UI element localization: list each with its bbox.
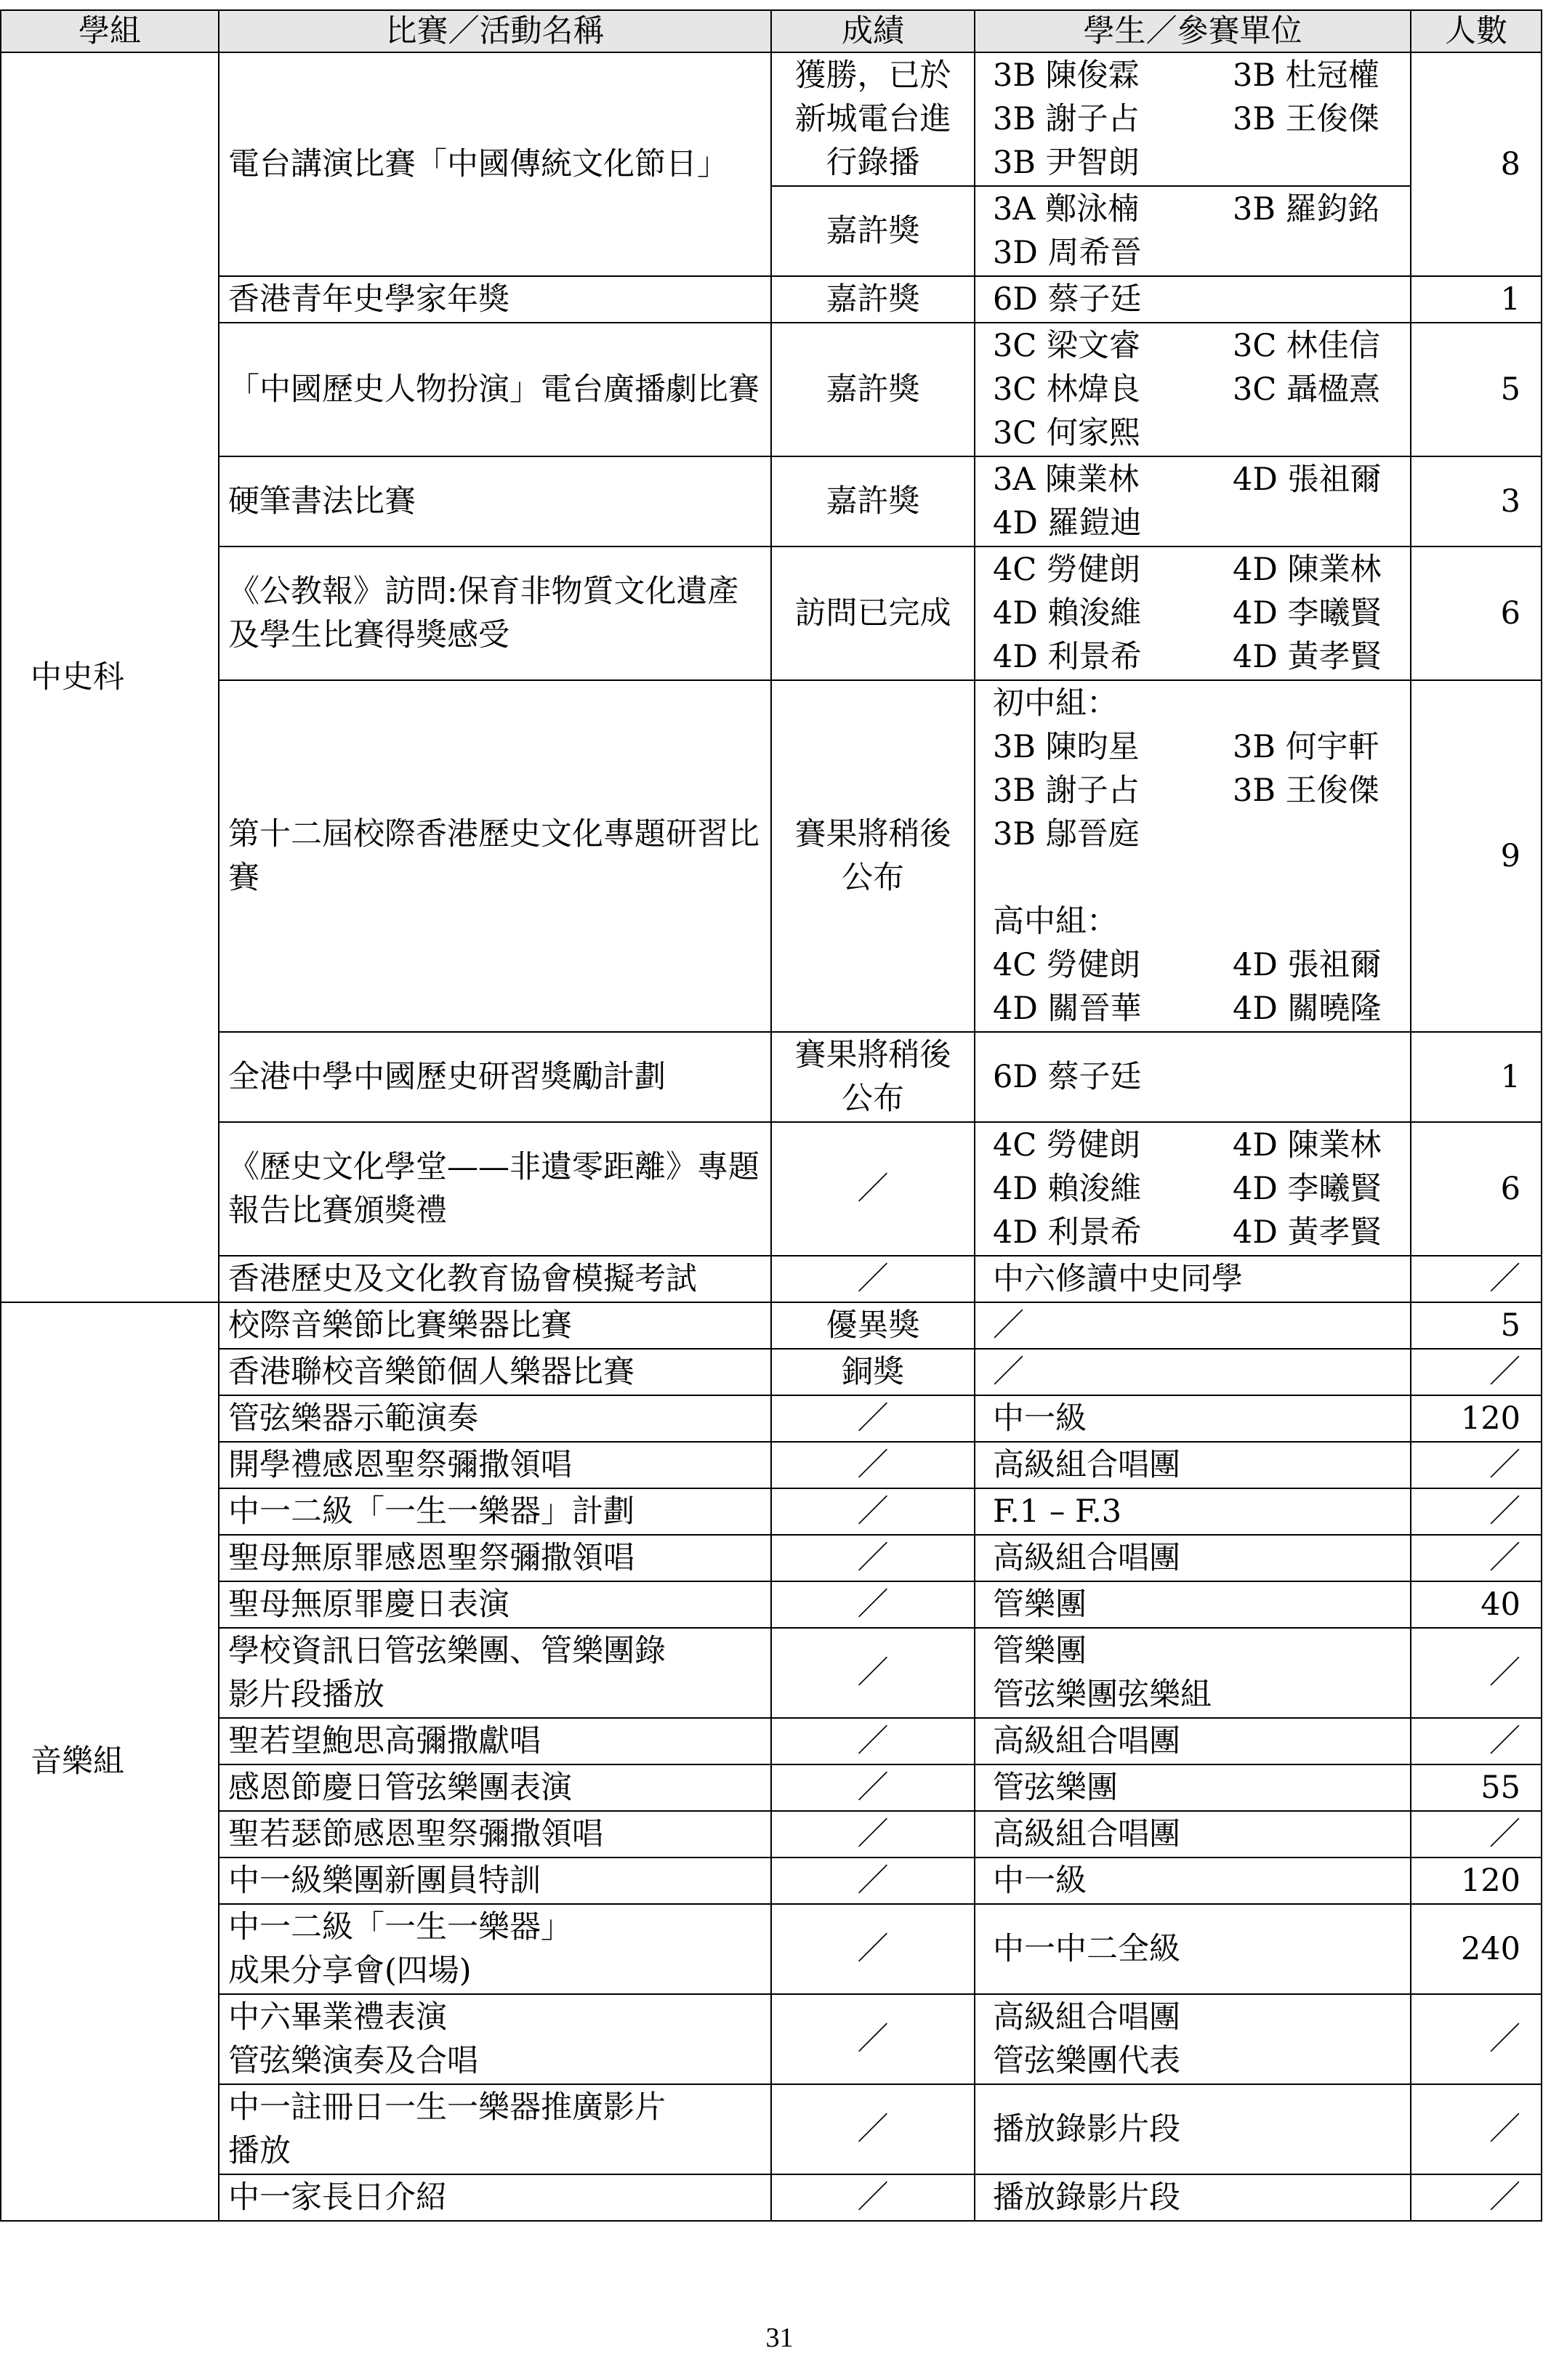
participant-name: 4D 李曦賢 <box>1233 595 1382 632</box>
participants-cell <box>975 1395 1411 1442</box>
result-cell: ／ <box>771 1122 975 1256</box>
subject-cell: 音樂組 <box>1 1302 219 2221</box>
activity-name <box>219 1764 771 1811</box>
activity-name: 香港青年史學家年獎 <box>219 276 771 323</box>
participants-cell <box>975 2174 1411 2221</box>
participants-cell <box>975 276 1411 323</box>
activity-name-line: 中一家長日介紹 <box>228 2179 447 2216</box>
table-row <box>1 1904 1542 1994</box>
activity-name-line: 聖母無原罪慶日表演 <box>228 1586 509 1623</box>
participant-unit: 管樂團 <box>993 1586 1087 1623</box>
activity-name-line: 成果分享會(四場) <box>228 1953 472 1989</box>
activity-name: 全港中學中國歷史研習獎勵計劃 <box>219 1032 771 1122</box>
count-cell: 6 <box>1411 1122 1542 1256</box>
count-cell: ／ <box>1411 2084 1542 2174</box>
participant-name: 4D 李曦賢 <box>1233 1171 1382 1207</box>
participant-name: 3B 謝子占 <box>993 773 1140 809</box>
participants-cell <box>975 1488 1411 1535</box>
result-cell: ／ <box>771 1488 975 1535</box>
result-cell: ／ <box>771 1256 975 1302</box>
table-row <box>1 1764 1542 1811</box>
table-row <box>1 1718 1542 1764</box>
activity-name: 《歷史文化學堂——非遺零距離》專題報告比賽頒獎禮 <box>219 1122 771 1256</box>
header-row <box>1 10 1542 52</box>
participant-name: 3D 周希晉 <box>993 235 1142 271</box>
result-cell: 訪問已完成 <box>771 546 975 680</box>
activity-name-line: 聖若瑟節感恩聖祭彌撒領唱 <box>228 1816 603 1852</box>
result-cell: 獲勝，已於新城電台進行錄播 <box>771 52 975 186</box>
participant-name: 3C 梁文睿 <box>993 328 1140 364</box>
activity-name <box>219 1581 771 1628</box>
result-cell: ／ <box>771 1857 975 1904</box>
count-cell: ／ <box>1411 1256 1542 1302</box>
header-result: 成績 <box>771 10 975 52</box>
table-row <box>1 276 1542 323</box>
activity-name-line: 播放 <box>228 2133 291 2169</box>
table-row <box>1 1395 1542 1442</box>
table-row <box>1 2084 1542 2174</box>
activity-name: 「中國歷史人物扮演」電台廣播劇比賽 <box>219 323 771 456</box>
activity-name: 《公教報》訪問:保育非物質文化遺產及學生比賽得獎感受 <box>219 546 771 680</box>
participant-name: 3C 何家熙 <box>993 415 1140 451</box>
participants-cell <box>975 456 1411 546</box>
group-label: 高中組： <box>993 903 1118 940</box>
participant-name: 4C 勞健朗 <box>993 552 1140 588</box>
participants-cell <box>975 52 1411 186</box>
activity-name-line: 感恩節慶日管弦樂團表演 <box>228 1770 572 1806</box>
participant-list <box>993 54 1401 185</box>
header-participants: 學生／參賽單位 <box>975 10 1411 52</box>
result-cell: ／ <box>771 2084 975 2174</box>
result-cell: 賽果將稍後公布 <box>771 1032 975 1122</box>
result-cell: ／ <box>771 1628 975 1718</box>
count-cell: ／ <box>1411 1811 1542 1857</box>
participant-unit: 高級組合唱團 <box>993 1540 1180 1576</box>
result-cell: ／ <box>771 1442 975 1488</box>
count-cell: ／ <box>1411 1994 1542 2084</box>
participant-list <box>993 278 1401 321</box>
table-row <box>1 1256 1542 1302</box>
participant-name: 3C 林佳信 <box>1233 328 1380 364</box>
participant-name: 3B 陳昀星 <box>993 729 1140 765</box>
result-cell: ／ <box>771 1718 975 1764</box>
activity-name <box>219 1395 771 1442</box>
participant-name: 4D 張祖爾 <box>1233 947 1382 983</box>
count-cell: 5 <box>1411 1302 1542 1349</box>
participant-list <box>993 943 1401 1030</box>
activity-name-line: 中六畢業禮表演 <box>228 1999 447 2036</box>
participants-cell <box>975 680 1411 1032</box>
participants-cell <box>975 1302 1411 1349</box>
table-row <box>1 1994 1542 2084</box>
table-row <box>1 1488 1542 1535</box>
count-cell: ／ <box>1411 1442 1542 1488</box>
result-cell: ／ <box>771 1904 975 1994</box>
participant-name: 3B 王俊傑 <box>1233 773 1379 809</box>
participant-name: 3B 何宇軒 <box>1233 729 1379 765</box>
result-cell: 優異獎 <box>771 1302 975 1349</box>
activity-name <box>219 1442 771 1488</box>
activity-name-line: 開學禮感恩聖祭彌撒領唱 <box>228 1447 572 1483</box>
activity-name <box>219 1488 771 1535</box>
activity-name <box>219 1302 771 1349</box>
participant-name: 4D 陳業林 <box>1233 552 1382 588</box>
participant-name: 3B 尹智朗 <box>993 145 1140 181</box>
activity-table <box>0 9 1542 2222</box>
participant-name: 3B 陳俊霖 <box>993 57 1140 94</box>
activity-name <box>219 1628 771 1718</box>
table-row <box>1 1349 1542 1395</box>
participant-unit: 管樂團 <box>993 1633 1087 1669</box>
activity-name-line: 校際音樂節比賽樂器比賽 <box>228 1307 572 1344</box>
participants-cell <box>975 1032 1411 1122</box>
participant-unit: ／ <box>993 1354 1024 1390</box>
table-row <box>1 1857 1542 1904</box>
header-count: 人數 <box>1411 10 1542 52</box>
result-cell: ／ <box>771 1811 975 1857</box>
table-row <box>1 1032 1542 1122</box>
participant-list <box>993 1055 1401 1099</box>
spacer <box>993 856 1401 900</box>
participant-name: 3B 杜冠權 <box>1233 57 1379 94</box>
participant-unit: 管弦樂團弦樂組 <box>993 1677 1212 1713</box>
table-row <box>1 1628 1542 1718</box>
count-cell: 120 <box>1411 1857 1542 1904</box>
activity-name <box>219 2174 771 2221</box>
participant-name: 3A 陳業林 <box>993 461 1140 498</box>
count-cell: 5 <box>1411 323 1542 456</box>
participant-unit: 中一級 <box>993 1400 1087 1437</box>
participant-name: 4D 賴浚維 <box>993 1171 1142 1207</box>
participants-cell <box>975 1581 1411 1628</box>
count-cell: ／ <box>1411 1718 1542 1764</box>
result-cell: ／ <box>771 1994 975 2084</box>
participant-list <box>993 324 1401 455</box>
activity-name <box>219 1857 771 1904</box>
participant-name: 3C 聶楹熹 <box>1233 371 1380 408</box>
table-row <box>1 1122 1542 1256</box>
activity-name <box>219 1718 771 1764</box>
count-cell: ／ <box>1411 1488 1542 1535</box>
participant-name: 4D 關曉隆 <box>1233 991 1382 1027</box>
count-cell: 120 <box>1411 1395 1542 1442</box>
activity-name-line: 聖母無原罪感恩聖祭彌撒領唱 <box>228 1540 635 1576</box>
count-cell: ／ <box>1411 1628 1542 1718</box>
activity-name-line: 中一二級「一生一樂器」計劃 <box>228 1493 635 1530</box>
participant-name: 3B 鄔晉庭 <box>993 816 1140 852</box>
page-number: 31 <box>765 2323 794 2353</box>
participant-name: 3C 林煒良 <box>993 371 1140 408</box>
participants-cell <box>975 1442 1411 1488</box>
participant-name: 3B 羅鈞銘 <box>1233 191 1379 227</box>
activity-name <box>219 1535 771 1581</box>
result-cell: ／ <box>771 1764 975 1811</box>
participant-unit: 高級組合唱團 <box>993 1999 1180 2036</box>
count-cell: 6 <box>1411 546 1542 680</box>
count-cell: ／ <box>1411 1535 1542 1581</box>
table-row <box>1 1442 1542 1488</box>
count-cell: 40 <box>1411 1581 1542 1628</box>
table-row <box>1 1581 1542 1628</box>
subject-cell: 中史科 <box>1 52 219 1302</box>
participant-name: 4D 利景希 <box>993 639 1142 675</box>
activity-name-line: 香港聯校音樂節個人樂器比賽 <box>228 1354 635 1390</box>
activity-name: 第十二屆校際香港歷史文化專題研習比賽 <box>219 680 771 1032</box>
participant-unit: 中一級 <box>993 1863 1087 1899</box>
result-cell: 嘉許獎 <box>771 276 975 323</box>
participant-name: 4D 張祖爾 <box>1233 461 1382 498</box>
participants-cell <box>975 546 1411 680</box>
participant-unit: 高級組合唱團 <box>993 1816 1180 1852</box>
activity-name-line: 影片段播放 <box>228 1677 384 1713</box>
count-cell: 8 <box>1411 52 1542 276</box>
participants-cell <box>975 1811 1411 1857</box>
activity-name: 硬筆書法比賽 <box>219 456 771 546</box>
participant-name: 3A 鄭泳楠 <box>993 191 1140 227</box>
participant-list <box>993 1257 1401 1301</box>
participants-cell <box>975 1718 1411 1764</box>
result-cell: 嘉許獎 <box>771 456 975 546</box>
table-row <box>1 52 1542 186</box>
participants-cell <box>975 1256 1411 1302</box>
table-row <box>1 546 1542 680</box>
participants-cell <box>975 1994 1411 2084</box>
count-cell: ／ <box>1411 1349 1542 1395</box>
participant-name: 4C 勞健朗 <box>993 947 1140 983</box>
table-row <box>1 456 1542 546</box>
participants-cell <box>975 323 1411 456</box>
count-cell: 55 <box>1411 1764 1542 1811</box>
count-cell: 3 <box>1411 456 1542 546</box>
activity-name <box>219 1994 771 2084</box>
count-cell: 1 <box>1411 276 1542 323</box>
activity-name-line: 中一級樂團新團員特訓 <box>228 1863 541 1899</box>
table-row <box>1 1535 1542 1581</box>
participant-unit: 中一中二全級 <box>993 1931 1180 1967</box>
participants-cell <box>975 1349 1411 1395</box>
participant-name: 中六修讀中史同學 <box>993 1261 1243 1297</box>
participant-unit: F.1 – F.3 <box>993 1493 1122 1530</box>
participant-name: 4C 勞健朗 <box>993 1127 1140 1163</box>
participants-cell <box>975 1904 1411 1994</box>
participant-unit: 播放錄影片段 <box>993 2111 1180 2147</box>
activity-name-line: 學校資訊日管弦樂團、管樂團錄 <box>228 1633 666 1669</box>
result-cell: ／ <box>771 1581 975 1628</box>
participant-list <box>993 187 1401 275</box>
table-row <box>1 680 1542 1032</box>
participant-name: 4D 利景希 <box>993 1214 1142 1251</box>
table-row <box>1 1302 1542 1349</box>
activity-name: 香港歷史及文化教育協會模擬考試 <box>219 1256 771 1302</box>
count-cell: 1 <box>1411 1032 1542 1122</box>
table-row <box>1 1811 1542 1857</box>
participant-name: 3B 王俊傑 <box>1233 101 1379 137</box>
participants-cell <box>975 1628 1411 1718</box>
result-cell: ／ <box>771 2174 975 2221</box>
participant-name: 4D 賴浚維 <box>993 595 1142 632</box>
activity-name <box>219 1811 771 1857</box>
participant-name: 4D 羅鎧迪 <box>993 505 1142 541</box>
result-cell: ／ <box>771 1395 975 1442</box>
activity-name <box>219 1349 771 1395</box>
participants-cell <box>975 186 1411 276</box>
participant-unit: 管弦樂團 <box>993 1770 1118 1806</box>
count-cell: 9 <box>1411 680 1542 1032</box>
result-cell: 嘉許獎 <box>771 186 975 276</box>
participant-name: 6D 蔡子廷 <box>993 281 1142 318</box>
participant-list <box>993 1124 1401 1254</box>
participant-list <box>993 548 1401 679</box>
participant-name: 3B 謝子占 <box>993 101 1140 137</box>
participants-cell <box>975 2084 1411 2174</box>
activity-name-line: 中一二級「一生一樂器」 <box>228 1909 572 1945</box>
participant-unit: 高級組合唱團 <box>993 1447 1180 1483</box>
participant-unit: 播放錄影片段 <box>993 2179 1180 2216</box>
participants-cell <box>975 1857 1411 1904</box>
participant-name: 4D 黃孝賢 <box>1233 1214 1382 1251</box>
participant-name: 4D 陳業林 <box>1233 1127 1382 1163</box>
participant-unit: 高級組合唱團 <box>993 1723 1180 1759</box>
participant-list <box>993 458 1401 545</box>
group-label: 初中組： <box>993 685 1118 722</box>
activity-name-line: 聖若望鮑思高彌撒獻唱 <box>228 1723 541 1759</box>
result-cell: 賽果將稍後公布 <box>771 680 975 1032</box>
participant-name: 4D 關晉華 <box>993 991 1142 1027</box>
activity-name: 電台講演比賽「中國傳統文化節日」 <box>219 52 771 276</box>
activity-name-line: 管弦樂演奏及合唱 <box>228 2043 478 2079</box>
participant-name: 6D 蔡子廷 <box>993 1059 1142 1095</box>
participant-name: 4D 黃孝賢 <box>1233 639 1382 675</box>
table-row <box>1 323 1542 456</box>
activity-name <box>219 2084 771 2174</box>
participants-cell <box>975 1122 1411 1256</box>
participant-unit: ／ <box>993 1307 1024 1344</box>
header-group: 學組 <box>1 10 219 52</box>
result-cell: 銅獎 <box>771 1349 975 1395</box>
table-row <box>1 2174 1542 2221</box>
result-cell: ／ <box>771 1535 975 1581</box>
result-cell: 嘉許獎 <box>771 323 975 456</box>
count-cell: 240 <box>1411 1904 1542 1994</box>
header-activity: 比賽／活動名稱 <box>219 10 771 52</box>
participant-list <box>993 725 1401 856</box>
participants-cell <box>975 1535 1411 1581</box>
activity-name <box>219 1904 771 1994</box>
count-cell: ／ <box>1411 2174 1542 2221</box>
participants-cell <box>975 1764 1411 1811</box>
activity-name-line: 中一註冊日一生一樂器推廣影片 <box>228 2089 666 2126</box>
activity-name-line: 管弦樂器示範演奏 <box>228 1400 478 1437</box>
participant-unit: 管弦樂團代表 <box>993 2043 1180 2079</box>
